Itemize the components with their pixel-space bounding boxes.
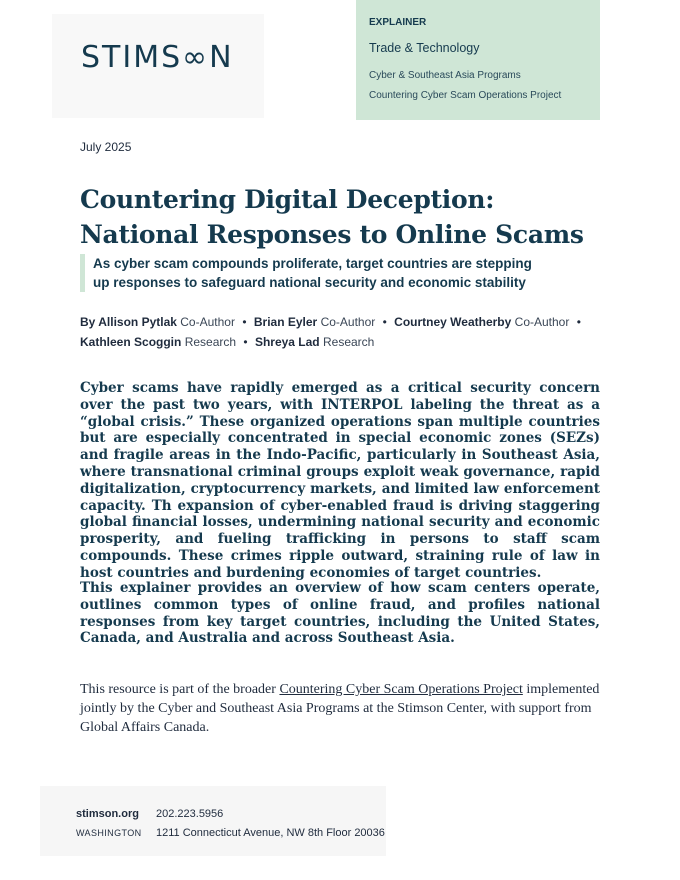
author-separator: • (242, 315, 247, 329)
author-separator: • (243, 335, 248, 349)
author-list (80, 312, 600, 352)
summary-paragraph: This explainer provides an overview of how scam centers operate, outlines common types of online fraud, and profiles national responses from key target countries, including the United States, Canada, and Australia and across Southeast Asia. (80, 580, 600, 647)
summary-paragraph: Cyber scams have rapidly emerged as a critical security concern over the past two years, with INTERPOL labeling the threat as a “global crisis.” These organized operations span multiple countries but are especially concentrated in special economic zones (SEZs) and fragile areas in the Indo-Pacific, particularly in Southeast Asia, where transnational criminal groups exploit weak governance, rapid digitalization, cryptocurrency markets, and limited law enforcement capacity. Th expansion of cyber-enabled fraud is driving staggering global financial losses, undermining national security and economic prosperity, and fueling trafficking in persons to staff scam compounds. These crimes ripple outward, straining rule of law in host countries and burdening economies of target countries. (80, 380, 600, 581)
project-label: Countering Cyber Scam Operations Project (369, 90, 562, 101)
author-role: Co-Author (514, 315, 570, 329)
author (80, 335, 236, 349)
footer-address: 1211 Connecticut Avenue, NW 8th Floor 20036 (156, 827, 385, 839)
resource-note (80, 680, 600, 737)
footer-city: WASHINGTON (76, 828, 142, 838)
footer-website[interactable]: stimson.org (76, 808, 139, 820)
resource-prefix: This resource is part of the broader (80, 682, 280, 697)
author-role: Research (184, 335, 237, 349)
page-title: Countering Digital Deception: National Responses to Online Scams (80, 185, 584, 249)
author-name: Kathleen Scoggin (80, 335, 182, 349)
author-name: Courtney Weatherby (394, 315, 512, 329)
author (254, 315, 375, 329)
doc-type-label: EXPLAINER (369, 17, 427, 28)
resource-suffix: implemented jointly by the Cyber and Southeast Asia Programs at the Stimson Center, with support from Global Affairs Canada. (80, 682, 600, 735)
topic-label: Trade & Technology (369, 41, 480, 55)
subtitle: As cyber scam compounds proliferate, target countries are stepping up responses to safeguard national security and economic stability (80, 254, 543, 292)
programs-label: Cyber & Southeast Asia Programs (369, 70, 521, 81)
publication-date: July 2025 (80, 140, 132, 154)
author (255, 335, 374, 349)
author-role: Co-Author (320, 315, 376, 329)
stimson-logo: STIMS∞N (81, 40, 234, 75)
author-name: Shreya Lad (254, 335, 320, 349)
author-name: By Allison Pytlak (80, 315, 177, 329)
author-separator: • (382, 315, 387, 329)
author (394, 315, 569, 329)
author-role: Research (322, 335, 375, 349)
author (80, 315, 235, 329)
footer (40, 786, 386, 856)
author-name: Brian Eyler (253, 315, 318, 329)
author-role: Co-Author (180, 315, 235, 329)
explainer-tag-box (356, 0, 600, 120)
footer-phone: 202.223.5956 (156, 808, 224, 820)
project-link[interactable]: Countering Cyber Scam Operations Project (279, 682, 523, 697)
author-separator: • (576, 315, 581, 329)
